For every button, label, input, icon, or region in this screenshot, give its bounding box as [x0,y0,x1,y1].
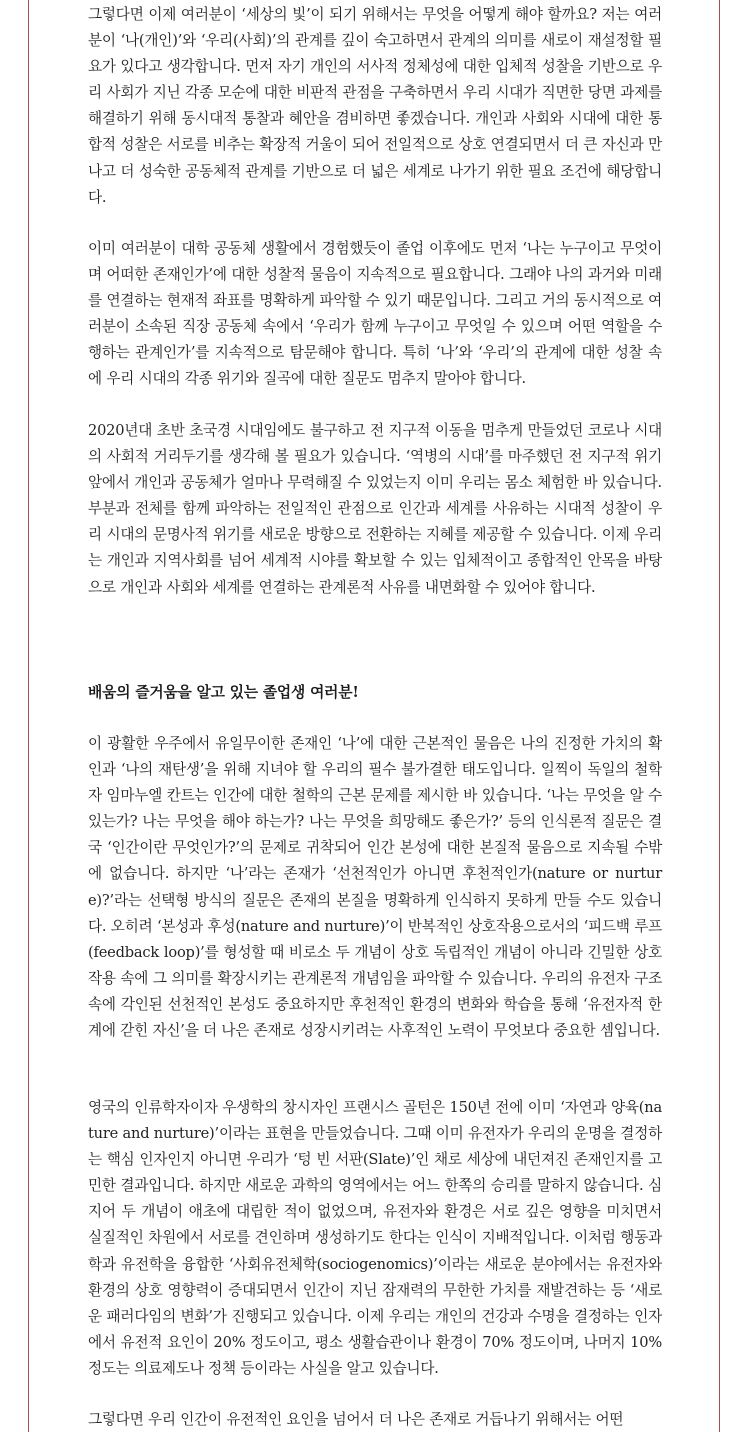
article-paragraph: 이 광활한 우주에서 유일무이한 존재인 ‘나’에 대한 근본적인 물음은 나의 진정한 가치의 확인과 ‘나의 재탄생’을 위해 지녀야 할 우리의 필수 불가결한 태도입니다. 일찍이 독일의 철학자 임마누엘 칸트는 인간에 대한 철학의 근본 문제를 제시한 바 있습니다. ‘나는 무엇을 알 수 있는가? 나는 무엇을 해야 하는가? 나는 무엇을 희망해도 좋은가?’ 등의 인식론적 질문은 결국 ‘인간이란 무엇인가?’의 문제로 귀착되어 인간 본성에 대한 본질적 물음으로 지속될 수밖에 없습니다. 하지만 ‘나’라는 존재가 ‘선천적인가 아니면 후천적인가(nature or nurture)?’라는 선택형 방식의 질문은 존재의 본질을 명확하게 인식하지 못하게 만들 수도 있습니다. 오히려 ‘본성과 후성(nature and nurture)’이 반복적인 상호작용으로서의 ‘피드백 루프(feedback loop)’를 형성할 때 비로소 두 개념이 상호 독립적인 개념이 아니라 긴밀한 상호작용 속에 그 의미를 확장시키는 관계론적 개념임을 파악할 수 있습니다. 우리의 유전자 구조 속에 각인된 선천적인 본성도 중요하지만 후천적인 환경의 변화와 학습을 통해 ‘유전자적 한계에 갇힌 자신’을 더 나은 존재로 성장시키려는 사후적인 노력이 무엇보다 중요한 셈입니다. [88,735,662,1040]
article-paragraph: 그렇다면 우리 인간이 유전적인 요인을 넘어서 더 나은 존재로 거듭나기 위해서는 어떤 [88,1411,624,1428]
article-paragraph: 이미 여러분이 대학 공동체 생활에서 경험했듯이 졸업 이후에도 먼저 ‘나는 누구이고 무엇이며 어떠한 존재인가’에 대한 성찰적 물음이 지속적으로 필요합니다. 그래야 나의 과거와 미래를 연결하는 현재적 좌표를 명확하게 파악할 수 있기 때문입니다. 그리고 거의 동시적으로 여러분이 소속된 직장 공동체 속에서 ‘우리가 함께 누구이고 무엇일 수 있으며 어떤 역할을 수행하는 관계인가’를 지속적으로 탐문해야 합니다. 특히 ‘나’와 ‘우리’의 관계에 대한 성찰 속에 우리 시대의 각종 위기와 질곡에 대한 질문도 멈추지 말아야 합니다. [88,240,662,388]
article-paragraph: 2020년대 초반 초국경 시대임에도 불구하고 전 지구적 이동을 멈추게 만들었던 코로나 시대의 사회적 거리두기를 생각해 볼 필요가 있습니다. ‘역병의 시대’를 마주했던 전 지구적 위기 앞에서 개인과 공동체가 얼마나 무력해질 수 있었는지 이미 우리는 몸소 체험한 바 있습니다. 부분과 전체를 함께 파악하는 전일적인 관점으로 인간과 세계를 사유하는 시대적 성찰이 우리 시대의 문명사적 위기를 새로운 방향으로 전환하는 지혜를 제공할 수 있습니다. 이제 우리는 개인과 지역사회를 넘어 세계적 시야를 확보할 수 있는 입체적이고 종합적인 안목을 바탕으로 개인과 사회와 세계를 연결하는 관계론적 사유를 내면화할 수 있어야 합니다. [88,422,662,596]
article-paragraph: 그렇다면 이제 여러분이 ‘세상의 빛’이 되기 위해서는 무엇을 어떻게 해야 할까요? 저는 여러분이 ‘나(개인)’와 ‘우리(사회)’의 관계를 깊이 숙고하면서 관계의 의미를 새로이 재설정할 필요가 있다고 생각합니다. 먼저 자기 개인의 서사적 정체성에 대한 입체적 성찰을 기반으로 우리 사회가 지닌 각종 모순에 대한 비판적 관점을 구축하면서 우리 시대가 직면한 당면 과제를 해결하기 위해 동시대적 통찰과 혜안을 겸비하면 좋겠습니다. 개인과 사회와 시대에 대한 통합적 성찰은 서로를 비추는 확장적 거울이 되어 전일적으로 상호 연결되면서 더 큰 자신과 만나고 더 성숙한 공동체적 관계를 기반으로 더 넓은 세계로 나가기 위한 필요 조건에 해당합니다. [88,6,662,206]
section-heading: 배움의 즐거움을 알고 있는 졸업생 여러분! [88,684,359,701]
article-paragraph: 영국의 인류학자이자 우생학의 창시자인 프랜시스 골턴은 150년 전에 이미 ‘자연과 양육(nature and nurture)’이라는 표현을 만들었습니다. 그때 이미 유전자가 우리의 운명을 결정하는 핵심 인자인지 아니면 우리가 ‘텅 빈 서판(Slate)’인 채로 세상에 내던져진 존재인지를 고민한 결과입니다. 하지만 새로운 과학의 영역에서는 어느 한쪽의 승리를 말하지 않습니다. 심지어 두 개념이 애초에 대립한 적이 없었으며, 유전자와 환경은 서로 깊은 영향을 미치면서 실질적인 차원에서 서로를 견인하며 생성하기도 한다는 인식이 지배적입니다. 이처럼 행동과학과 유전학을 융합한 ‘사회유전체학(sociogenomics)’이라는 새로운 분야에서는 유전자와 환경의 상호 영향력이 증대되면서 인간이 지닌 잠재력의 무한한 가치를 재발견하는 등 ‘새로운 패러다임의 변화’가 진행되고 있습니다. 이제 우리는 개인의 건강과 수명을 결정하는 인자에서 유전적 요인이 20% 정도이고, 평소 생활습관이나 환경이 70% 정도이며, 나머지 10% 정도는 의료제도나 정책 등이라는 사실을 알고 있습니다. [88,1099,662,1377]
